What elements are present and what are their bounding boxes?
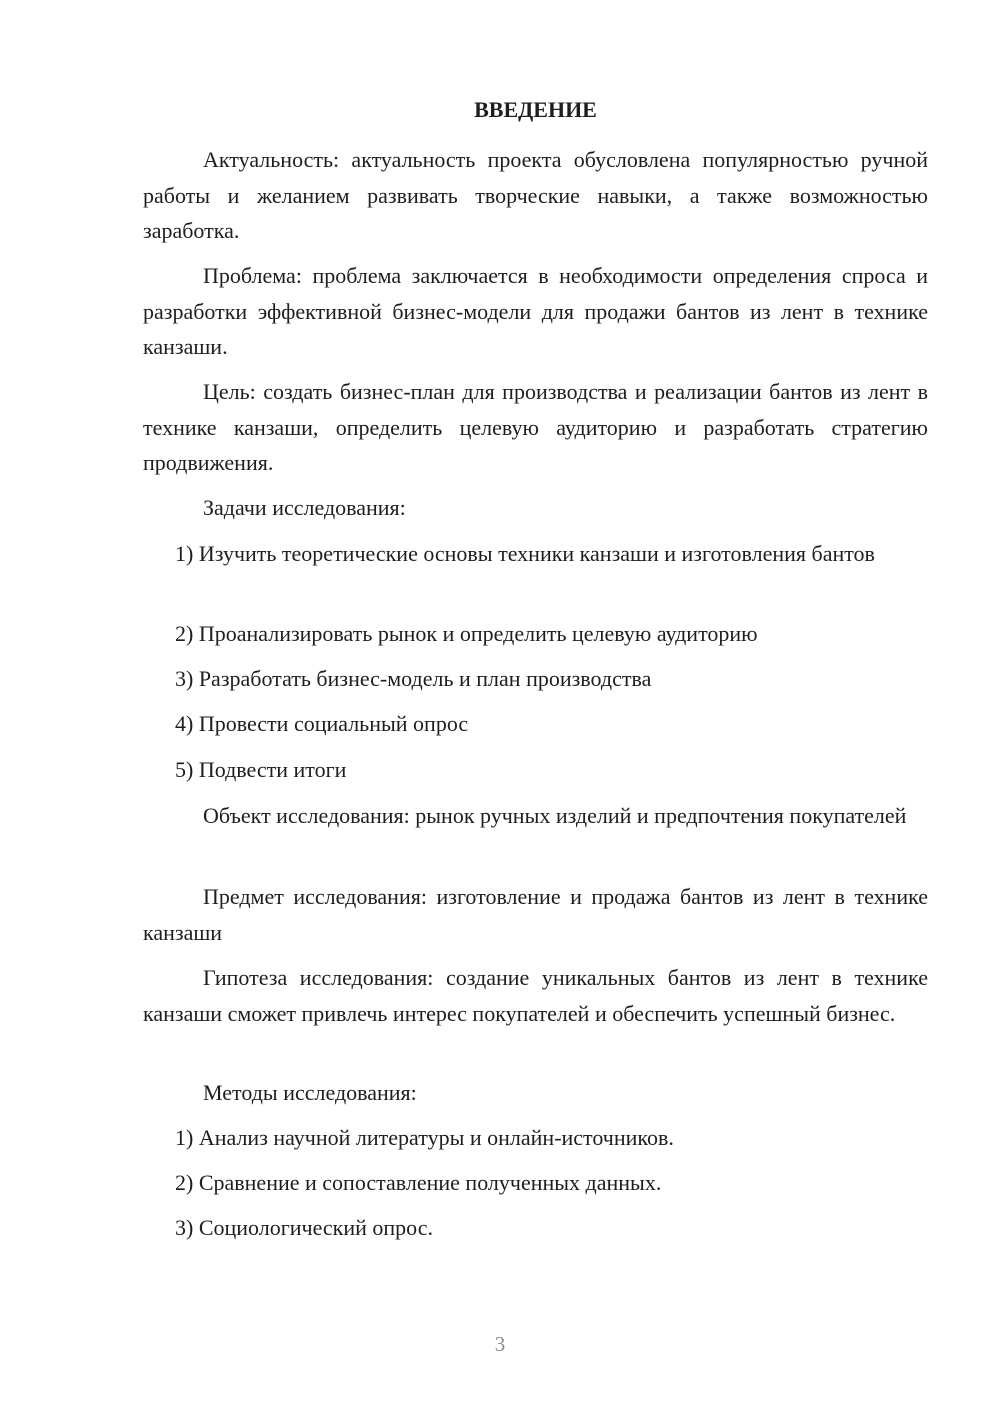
page-title: ВВЕДЕНИЕ xyxy=(474,97,597,122)
relevance-paragraph: Актуальность: актуальность проекта обусловлена популярностью ручной работы и желанием развивать творческие навыки, а также возможностью заработка. xyxy=(143,147,928,243)
goal-paragraph: Цель: создать бизнес-план для производства и реализации бантов из лент в технике канзаши, определить целевую аудиторию и разработать стратегию продвижения. xyxy=(143,379,928,475)
task-item-2: 2) Проанализировать рынок и определить целевую аудиторию xyxy=(175,621,758,646)
task-item-5: 5) Подвести итоги xyxy=(175,757,347,782)
hypothesis-paragraph: Гипотеза исследования: создание уникальных бантов из лент в технике канзаши сможет привлечь интерес покупателей и обеспечить успешный бизнес. xyxy=(143,965,928,1026)
method-item-3: 3) Социологический опрос. xyxy=(175,1215,433,1240)
object-paragraph: Объект исследования: рынок ручных изделий и предпочтения покупателей xyxy=(203,803,907,828)
task-item-4: 4) Провести социальный опрос xyxy=(175,711,469,736)
tasks-title: Задачи исследования: xyxy=(203,495,406,520)
methods-title: Методы исследования: xyxy=(203,1080,417,1105)
page-number: 3 xyxy=(494,1332,506,1356)
subject-paragraph: Предмет исследования: изготовление и продажа бантов из лент в технике канзаши xyxy=(143,884,928,945)
task-item-3: 3) Разработать бизнес-модель и план производства xyxy=(175,666,652,691)
method-item-2: 2) Сравнение и сопоставление полученных данных. xyxy=(175,1170,662,1195)
task-item-1: 1) Изучить теоретические основы техники канзаши и изготовления бантов xyxy=(175,541,875,566)
method-item-1: 1) Анализ научной литературы и онлайн-источников. xyxy=(175,1125,674,1150)
problem-paragraph: Проблема: проблема заключается в необходимости определения спроса и разработки эффективной бизнес-модели для продажи бантов из лент в технике канзаши. xyxy=(143,263,928,359)
